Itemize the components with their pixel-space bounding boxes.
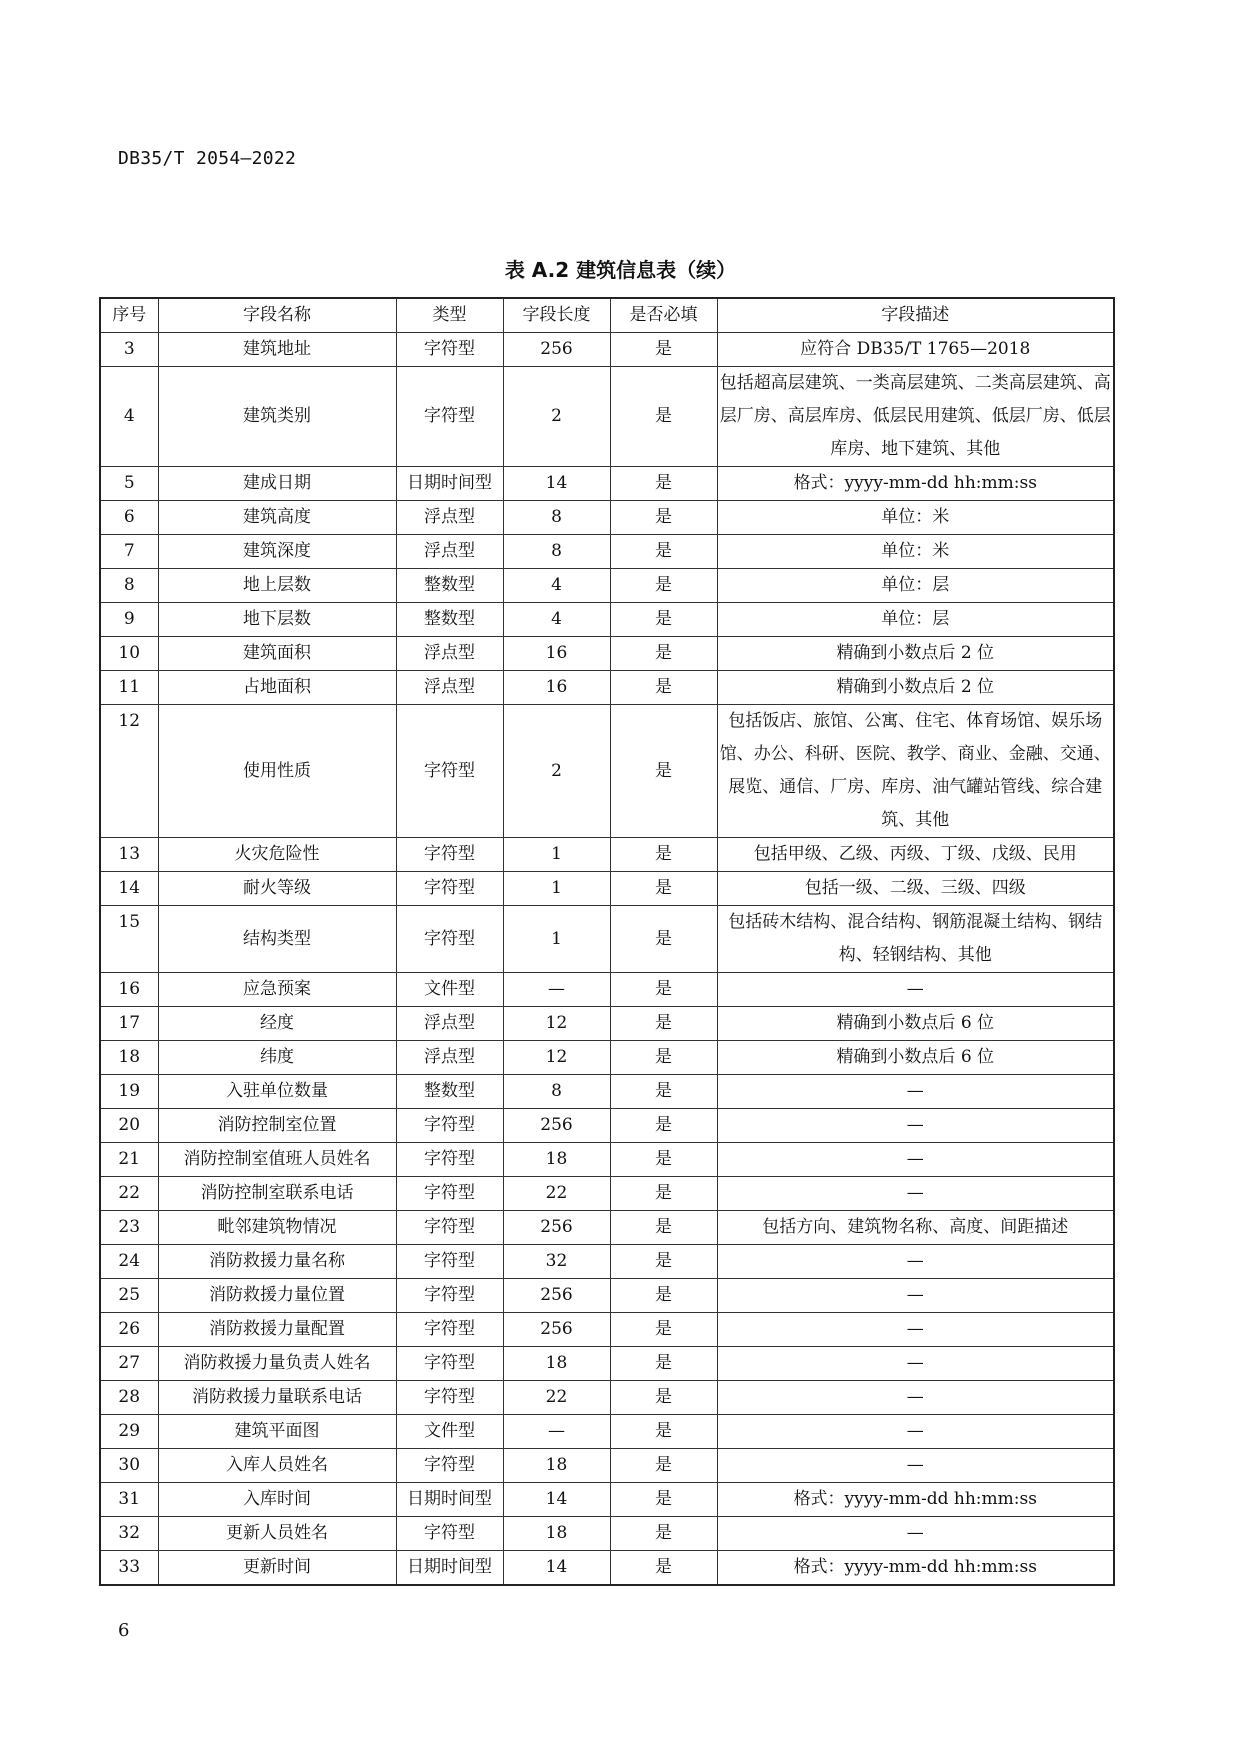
row-required: 是 [610,872,717,906]
row-description: — [717,1517,1114,1551]
table-row [100,1177,1114,1211]
row-field-name: 更新时间 [158,1551,396,1586]
row-required: 是 [610,603,717,637]
row-seq: 6 [100,501,158,535]
row-type: 字符型 [396,872,503,906]
row-seq: 5 [100,467,158,501]
row-field-name: 建筑类别 [158,367,396,467]
table-row [100,1415,1114,1449]
column-header-field-name: 字段名称 [158,298,396,333]
column-header-description: 字段描述 [717,298,1114,333]
row-required: 是 [610,501,717,535]
building-info-table [99,297,1115,1586]
row-seq: 33 [100,1551,158,1586]
row-field-name: 建筑深度 [158,535,396,569]
table-row [100,367,1114,467]
row-field-name: 建筑高度 [158,501,396,535]
row-required: 是 [610,1109,717,1143]
table-row [100,569,1114,603]
column-header-length: 字段长度 [503,298,610,333]
row-required: 是 [610,1313,717,1347]
row-field-name: 消防救援力量名称 [158,1245,396,1279]
row-type: 日期时间型 [396,467,503,501]
row-description: — [717,1245,1114,1279]
table-row [100,705,1114,838]
row-required: 是 [610,569,717,603]
table-row [100,1143,1114,1177]
column-header-type: 类型 [396,298,503,333]
row-description: 包括方向、建筑物名称、高度、间距描述 [717,1211,1114,1245]
row-required: 是 [610,973,717,1007]
row-seq: 20 [100,1109,158,1143]
row-type: 浮点型 [396,535,503,569]
row-field-name: 入库人员姓名 [158,1449,396,1483]
row-seq: 24 [100,1245,158,1279]
row-seq: 21 [100,1143,158,1177]
page-number: 6 [118,1620,130,1641]
table-row [100,637,1114,671]
row-length: 2 [503,705,610,838]
row-field-name: 消防救援力量配置 [158,1313,396,1347]
row-description: 精确到小数点后 2 位 [717,671,1114,705]
row-description: — [717,973,1114,1007]
row-seq: 23 [100,1211,158,1245]
row-description: — [717,1381,1114,1415]
table-row [100,1245,1114,1279]
row-field-name: 建筑平面图 [158,1415,396,1449]
row-length: 256 [503,1279,610,1313]
row-description: 包括甲级、乙级、丙级、丁级、戊级、民用 [717,838,1114,872]
row-field-name: 消防控制室位置 [158,1109,396,1143]
row-seq: 16 [100,973,158,1007]
row-description: 应符合 DB35/T 1765—2018 [717,333,1114,367]
row-type: 字符型 [396,1279,503,1313]
row-required: 是 [610,1347,717,1381]
row-seq: 19 [100,1075,158,1109]
row-description: 格式：yyyy-mm-dd hh:mm:ss [717,1483,1114,1517]
row-length: 1 [503,872,610,906]
row-length: 12 [503,1007,610,1041]
row-description: 包括超高层建筑、一类高层建筑、二类高层建筑、高层厂房、高层库房、低层民用建筑、低层厂房、低层库房、地下建筑、其他 [717,367,1114,467]
row-seq: 25 [100,1279,158,1313]
table-row [100,535,1114,569]
row-field-name: 经度 [158,1007,396,1041]
row-seq: 27 [100,1347,158,1381]
table-row [100,838,1114,872]
table-body [100,333,1114,1586]
table-row [100,1211,1114,1245]
row-type: 日期时间型 [396,1551,503,1586]
column-header-required: 是否必填 [610,298,717,333]
row-field-name: 占地面积 [158,671,396,705]
row-description: 精确到小数点后 2 位 [717,637,1114,671]
row-field-name: 更新人员姓名 [158,1517,396,1551]
row-field-name: 消防救援力量联系电话 [158,1381,396,1415]
row-required: 是 [610,1007,717,1041]
table-row [100,1449,1114,1483]
row-description: — [717,1313,1114,1347]
row-type: 文件型 [396,1415,503,1449]
row-required: 是 [610,906,717,973]
row-seq: 26 [100,1313,158,1347]
row-required: 是 [610,1449,717,1483]
row-type: 字符型 [396,1143,503,1177]
row-type: 字符型 [396,1211,503,1245]
document-code: DB35/T 2054—2022 [118,148,297,169]
row-length: 18 [503,1347,610,1381]
table-row [100,1347,1114,1381]
row-length: 256 [503,1313,610,1347]
row-field-name: 结构类型 [158,906,396,973]
row-length: 14 [503,1483,610,1517]
table-header-row [100,298,1114,333]
row-length: 16 [503,671,610,705]
row-required: 是 [610,1041,717,1075]
row-description: 单位：层 [717,603,1114,637]
row-required: 是 [610,467,717,501]
row-required: 是 [610,1279,717,1313]
row-length: 256 [503,333,610,367]
row-type: 字符型 [396,1245,503,1279]
row-length: — [503,973,610,1007]
row-field-name: 消防控制室值班人员姓名 [158,1143,396,1177]
row-seq: 4 [100,367,158,467]
row-description: 单位：层 [717,569,1114,603]
row-field-name: 消防救援力量负责人姓名 [158,1347,396,1381]
row-field-name: 应急预案 [158,973,396,1007]
row-length: — [503,1415,610,1449]
row-length: 22 [503,1177,610,1211]
row-seq: 15 [100,906,158,973]
row-seq: 11 [100,671,158,705]
row-field-name: 入驻单位数量 [158,1075,396,1109]
row-required: 是 [610,1381,717,1415]
table-row [100,501,1114,535]
row-length: 1 [503,906,610,973]
row-seq: 9 [100,603,158,637]
row-length: 4 [503,603,610,637]
row-field-name: 地下层数 [158,603,396,637]
row-field-name: 火灾危险性 [158,838,396,872]
row-seq: 3 [100,333,158,367]
row-field-name: 毗邻建筑物情况 [158,1211,396,1245]
row-type: 字符型 [396,1517,503,1551]
table-row [100,467,1114,501]
table-row [100,1279,1114,1313]
row-description: — [717,1279,1114,1313]
row-required: 是 [610,367,717,467]
row-field-name: 纬度 [158,1041,396,1075]
row-required: 是 [610,838,717,872]
row-type: 字符型 [396,1177,503,1211]
row-seq: 13 [100,838,158,872]
column-header-seq: 序号 [100,298,158,333]
table-row [100,906,1114,973]
row-type: 浮点型 [396,501,503,535]
row-seq: 12 [100,705,158,838]
row-description: 包括一级、二级、三级、四级 [717,872,1114,906]
row-field-name: 消防控制室联系电话 [158,1177,396,1211]
row-type: 整数型 [396,603,503,637]
row-seq: 7 [100,535,158,569]
row-description: 包括饭店、旅馆、公寓、住宅、体育场馆、娱乐场馆、办公、科研、医院、教学、商业、金融、交通、展览、通信、厂房、库房、油气罐站管线、综合建筑、其他 [717,705,1114,838]
row-type: 字符型 [396,1381,503,1415]
table-row [100,872,1114,906]
row-description: 单位：米 [717,501,1114,535]
row-type: 字符型 [396,367,503,467]
row-description: 精确到小数点后 6 位 [717,1041,1114,1075]
row-description: 包括砖木结构、混合结构、钢筋混凝土结构、钢结构、轻钢结构、其他 [717,906,1114,973]
row-type: 浮点型 [396,671,503,705]
row-seq: 30 [100,1449,158,1483]
row-required: 是 [610,1245,717,1279]
row-field-name: 建筑面积 [158,637,396,671]
row-required: 是 [610,1551,717,1586]
row-type: 字符型 [396,1313,503,1347]
row-description: 精确到小数点后 6 位 [717,1007,1114,1041]
row-length: 1 [503,838,610,872]
row-field-name: 地上层数 [158,569,396,603]
row-seq: 32 [100,1517,158,1551]
row-length: 16 [503,637,610,671]
row-length: 32 [503,1245,610,1279]
table-row [100,1007,1114,1041]
table-row [100,1381,1114,1415]
row-type: 字符型 [396,1109,503,1143]
row-length: 14 [503,1551,610,1586]
row-seq: 8 [100,569,158,603]
table-row [100,603,1114,637]
row-seq: 31 [100,1483,158,1517]
table-row [100,973,1114,1007]
table-row [100,671,1114,705]
table-row [100,1551,1114,1586]
row-type: 字符型 [396,1449,503,1483]
row-type: 浮点型 [396,637,503,671]
row-description: — [717,1109,1114,1143]
table-row [100,1041,1114,1075]
row-type: 浮点型 [396,1041,503,1075]
row-required: 是 [610,535,717,569]
table-title: 表 A.2 建筑信息表（续） [504,258,737,282]
row-required: 是 [610,1143,717,1177]
row-type: 字符型 [396,1347,503,1381]
row-type: 字符型 [396,333,503,367]
row-length: 8 [503,535,610,569]
row-description: 格式：yyyy-mm-dd hh:mm:ss [717,1551,1114,1586]
row-type: 整数型 [396,569,503,603]
row-length: 12 [503,1041,610,1075]
row-required: 是 [610,705,717,838]
row-length: 18 [503,1449,610,1483]
row-type: 字符型 [396,838,503,872]
table-row [100,333,1114,367]
row-description: 单位：米 [717,535,1114,569]
row-required: 是 [610,1177,717,1211]
row-length: 22 [503,1381,610,1415]
row-type: 字符型 [396,906,503,973]
row-required: 是 [610,671,717,705]
row-length: 18 [503,1517,610,1551]
row-seq: 14 [100,872,158,906]
row-required: 是 [610,333,717,367]
row-field-name: 耐火等级 [158,872,396,906]
row-seq: 17 [100,1007,158,1041]
row-description: 格式：yyyy-mm-dd hh:mm:ss [717,467,1114,501]
row-field-name: 入库时间 [158,1483,396,1517]
row-seq: 28 [100,1381,158,1415]
row-required: 是 [610,1415,717,1449]
table-row [100,1109,1114,1143]
row-field-name: 使用性质 [158,705,396,838]
table-row [100,1517,1114,1551]
row-type: 日期时间型 [396,1483,503,1517]
row-length: 256 [503,1109,610,1143]
row-length: 4 [503,569,610,603]
row-seq: 10 [100,637,158,671]
row-seq: 22 [100,1177,158,1211]
table-row [100,1313,1114,1347]
row-required: 是 [610,1211,717,1245]
row-type: 字符型 [396,705,503,838]
row-seq: 29 [100,1415,158,1449]
row-required: 是 [610,1517,717,1551]
row-seq: 18 [100,1041,158,1075]
row-length: 8 [503,1075,610,1109]
row-field-name: 建成日期 [158,467,396,501]
row-type: 整数型 [396,1075,503,1109]
row-description: — [717,1177,1114,1211]
row-required: 是 [610,1075,717,1109]
row-length: 256 [503,1211,610,1245]
row-field-name: 建筑地址 [158,333,396,367]
row-required: 是 [610,1483,717,1517]
row-length: 8 [503,501,610,535]
row-required: 是 [610,637,717,671]
row-type: 文件型 [396,973,503,1007]
row-length: 2 [503,367,610,467]
row-description: — [717,1143,1114,1177]
row-field-name: 消防救援力量位置 [158,1279,396,1313]
row-description: — [717,1347,1114,1381]
table-row [100,1075,1114,1109]
row-length: 14 [503,467,610,501]
table-row [100,1483,1114,1517]
row-length: 18 [503,1143,610,1177]
row-description: — [717,1075,1114,1109]
row-description: — [717,1449,1114,1483]
row-description: — [717,1415,1114,1449]
row-type: 浮点型 [396,1007,503,1041]
